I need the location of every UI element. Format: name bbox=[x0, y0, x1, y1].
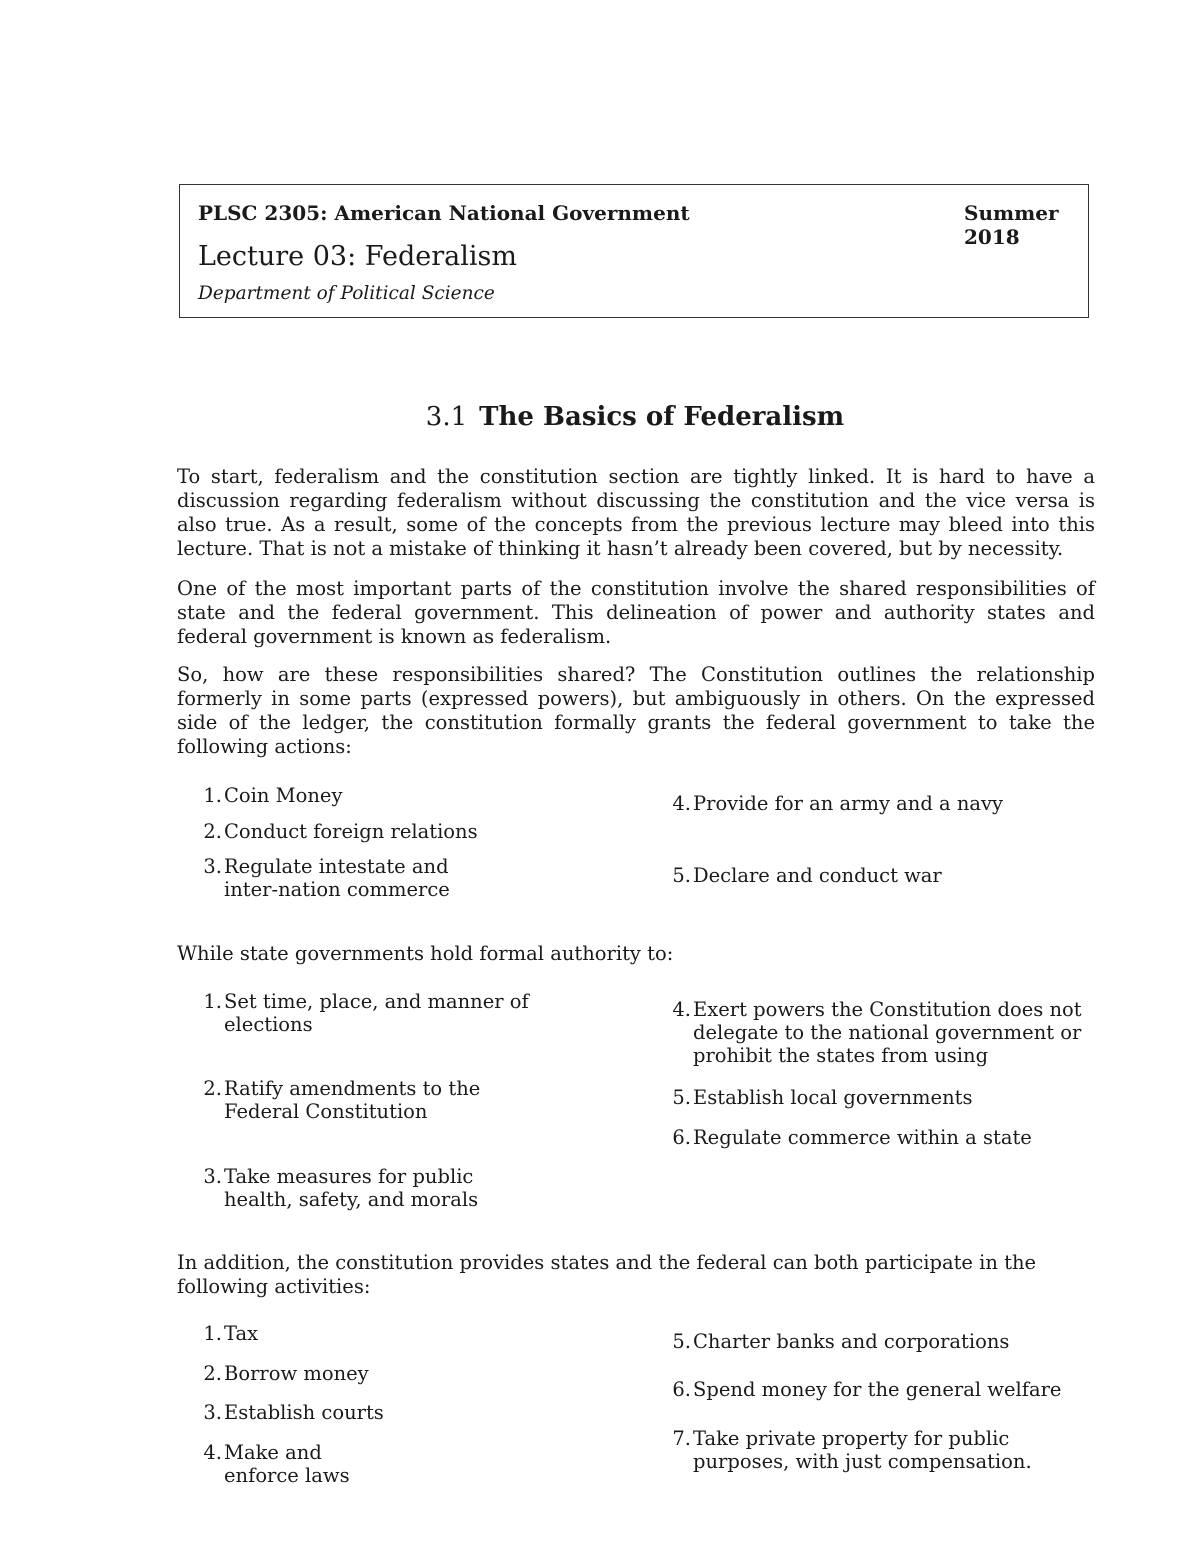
list-item bbox=[667, 864, 1097, 887]
list-number: 2. bbox=[203, 1077, 222, 1100]
list-text: Conduct foreign relations bbox=[224, 820, 478, 843]
list-text: Exert powers the Constitution does not delegate to the national government or prohibit the states from using bbox=[693, 998, 1082, 1067]
list-number: 2. bbox=[203, 1362, 222, 1385]
section-title: The Basics of Federalism bbox=[479, 402, 845, 432]
intro-paragraph: To start, federalism and the constitution section are tightly linked. It is hard to have a discussion regarding federalism without discussing the constitution and the vice versa is also true. As a result, some of the concepts from the previous lecture may bleed into this lecture. That is not a mistake of thinking it hasn’t already been covered, but by necessity. bbox=[177, 465, 1095, 560]
shared-powers-intro: In addition, the constitution provides states and the federal can both participate in the following activities: bbox=[177, 1251, 1037, 1298]
list-text: Regulate commerce within a state bbox=[693, 1126, 1032, 1149]
list-number: 3. bbox=[203, 1165, 222, 1188]
section-number: 3.1 bbox=[425, 402, 468, 432]
list-item bbox=[198, 1165, 538, 1211]
list-number: 2. bbox=[203, 820, 222, 843]
course-title: PLSC 2305: American National Government bbox=[198, 201, 690, 225]
list-number: 4. bbox=[672, 792, 691, 815]
list-text: Coin Money bbox=[224, 784, 343, 807]
list-item bbox=[667, 1330, 1097, 1353]
list-number: 4. bbox=[203, 1441, 222, 1464]
list-item bbox=[198, 1441, 378, 1487]
list-number: 6. bbox=[672, 1126, 691, 1149]
list-text: Set time, place, and manner of elections bbox=[224, 990, 529, 1036]
list-number: 4. bbox=[672, 998, 691, 1021]
list-item bbox=[198, 990, 538, 1036]
list-text: Borrow money bbox=[224, 1362, 369, 1385]
list-text: Declare and conduct war bbox=[693, 864, 942, 887]
list-item bbox=[667, 1086, 1097, 1109]
list-text: Establish courts bbox=[224, 1401, 384, 1424]
list-item bbox=[198, 820, 538, 843]
list-text: Tax bbox=[224, 1322, 259, 1345]
list-item bbox=[667, 792, 1097, 815]
list-text: Establish local governments bbox=[693, 1086, 973, 1109]
list-text: Ratify amendments to the Federal Constitution bbox=[224, 1077, 481, 1123]
state-powers-intro: While state governments hold formal authority to: bbox=[177, 942, 674, 965]
lecture-title: Lecture 03: Federalism bbox=[198, 241, 518, 272]
list-number: 1. bbox=[203, 1322, 222, 1345]
section-heading bbox=[0, 402, 1200, 432]
list-number: 7. bbox=[672, 1427, 691, 1450]
list-item bbox=[198, 1322, 538, 1345]
expressed-powers-paragraph: So, how are these responsibilities shared? The Constitution outlines the relationship formerly in some parts (expressed powers), but ambiguously in others. On the expressed side of the ledger, the constitution formally grants the federal government to take the following actions: bbox=[177, 663, 1095, 758]
list-number: 1. bbox=[203, 990, 222, 1013]
list-number: 3. bbox=[203, 1401, 222, 1424]
federalism-definition-paragraph: One of the most important parts of the constitution involve the shared responsibilities of state and the federal government. This delineation of power and authority states and federal government is known as federalism. bbox=[177, 577, 1095, 648]
list-text: Spend money for the general welfare bbox=[693, 1378, 1062, 1401]
term-year: 2018 bbox=[964, 225, 1020, 249]
list-number: 5. bbox=[672, 1330, 691, 1353]
list-item bbox=[667, 1126, 1097, 1149]
list-item bbox=[667, 1427, 1047, 1473]
list-number: 1. bbox=[203, 784, 222, 807]
list-number: 6. bbox=[672, 1378, 691, 1401]
list-item bbox=[667, 998, 1097, 1067]
list-text: Regulate intestate and inter-nation commerce bbox=[224, 855, 450, 901]
list-item bbox=[198, 784, 538, 807]
term-label bbox=[964, 201, 1074, 249]
list-text: Make and enforce laws bbox=[224, 1441, 350, 1487]
list-item bbox=[198, 1401, 538, 1424]
list-text: Provide for an army and a navy bbox=[693, 792, 1004, 815]
list-number: 5. bbox=[672, 864, 691, 887]
list-text: Charter banks and corporations bbox=[693, 1330, 1010, 1353]
list-number: 5. bbox=[672, 1086, 691, 1109]
list-text: Take private property for public purposes, with just compensation. bbox=[693, 1427, 1032, 1473]
lecture-header-box bbox=[179, 184, 1089, 318]
list-item bbox=[198, 1362, 538, 1385]
list-text: Take measures for public health, safety, and morals bbox=[224, 1165, 479, 1211]
department-name: Department of Political Science bbox=[198, 283, 495, 304]
list-number: 3. bbox=[203, 855, 222, 878]
list-item bbox=[198, 855, 498, 901]
term-season: Summer bbox=[964, 201, 1059, 225]
list-item bbox=[667, 1378, 1097, 1401]
list-item bbox=[198, 1077, 538, 1123]
